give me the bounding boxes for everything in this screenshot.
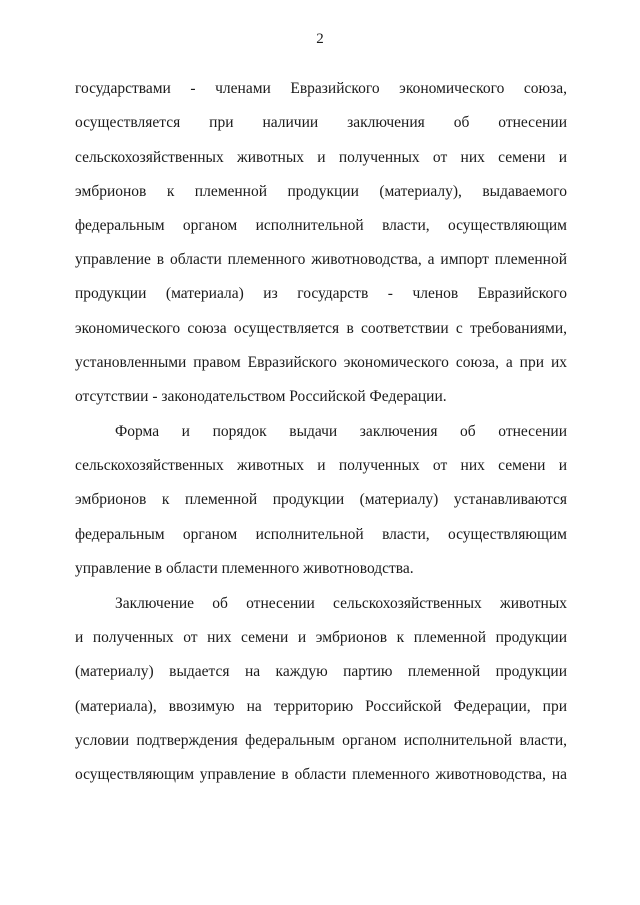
text-line: (материала), ввозимую на территорию Российской Федерации, при xyxy=(75,698,567,715)
text-line: осуществляется при наличии заключения об отнесении xyxy=(75,114,567,131)
text-line: осуществляющим управление в области племенного животноводства, на xyxy=(75,766,567,783)
text-line: эмбрионов к племенной продукции (материалу), выдаваемого xyxy=(75,183,567,200)
text-line: и полученных от них семени и эмбрионов к племенной продукции xyxy=(75,629,567,646)
text-line: федеральным органом исполнительной власти, осуществляющим xyxy=(75,217,567,234)
text-line: продукции (материала) из государств - членов Евразийского xyxy=(75,285,567,302)
text-line: отсутствии - законодательством Российской Федерации. xyxy=(75,388,447,405)
text-line: государствами - членами Евразийского экономического союза, xyxy=(75,80,567,97)
text-line: установленными правом Евразийского экономического союза, а при их xyxy=(75,354,567,371)
text-line: управление в области племенного животноводства, а импорт племенной xyxy=(75,251,567,268)
text-line: федеральным органом исполнительной власти, осуществляющим xyxy=(75,526,567,543)
text-line: управление в области племенного животноводства. xyxy=(75,560,414,577)
text-line: Заключение об отнесении сельскохозяйственных животных xyxy=(115,595,567,612)
text-line: (материалу) выдается на каждую партию племенной продукции xyxy=(75,663,567,680)
text-line: экономического союза осуществляется в соответствии с требованиями, xyxy=(75,320,567,337)
page-number: 2 xyxy=(316,31,324,47)
text-line: Форма и порядок выдачи заключения об отнесении xyxy=(115,423,567,440)
text-line: условии подтверждения федеральным органом исполнительной власти, xyxy=(75,732,567,749)
text-line: сельскохозяйственных животных и полученных от них семени и xyxy=(75,457,567,474)
text-line: сельскохозяйственных животных и полученных от них семени и xyxy=(75,149,567,166)
text-line: эмбрионов к племенной продукции (материалу) устанавливаются xyxy=(75,491,567,508)
